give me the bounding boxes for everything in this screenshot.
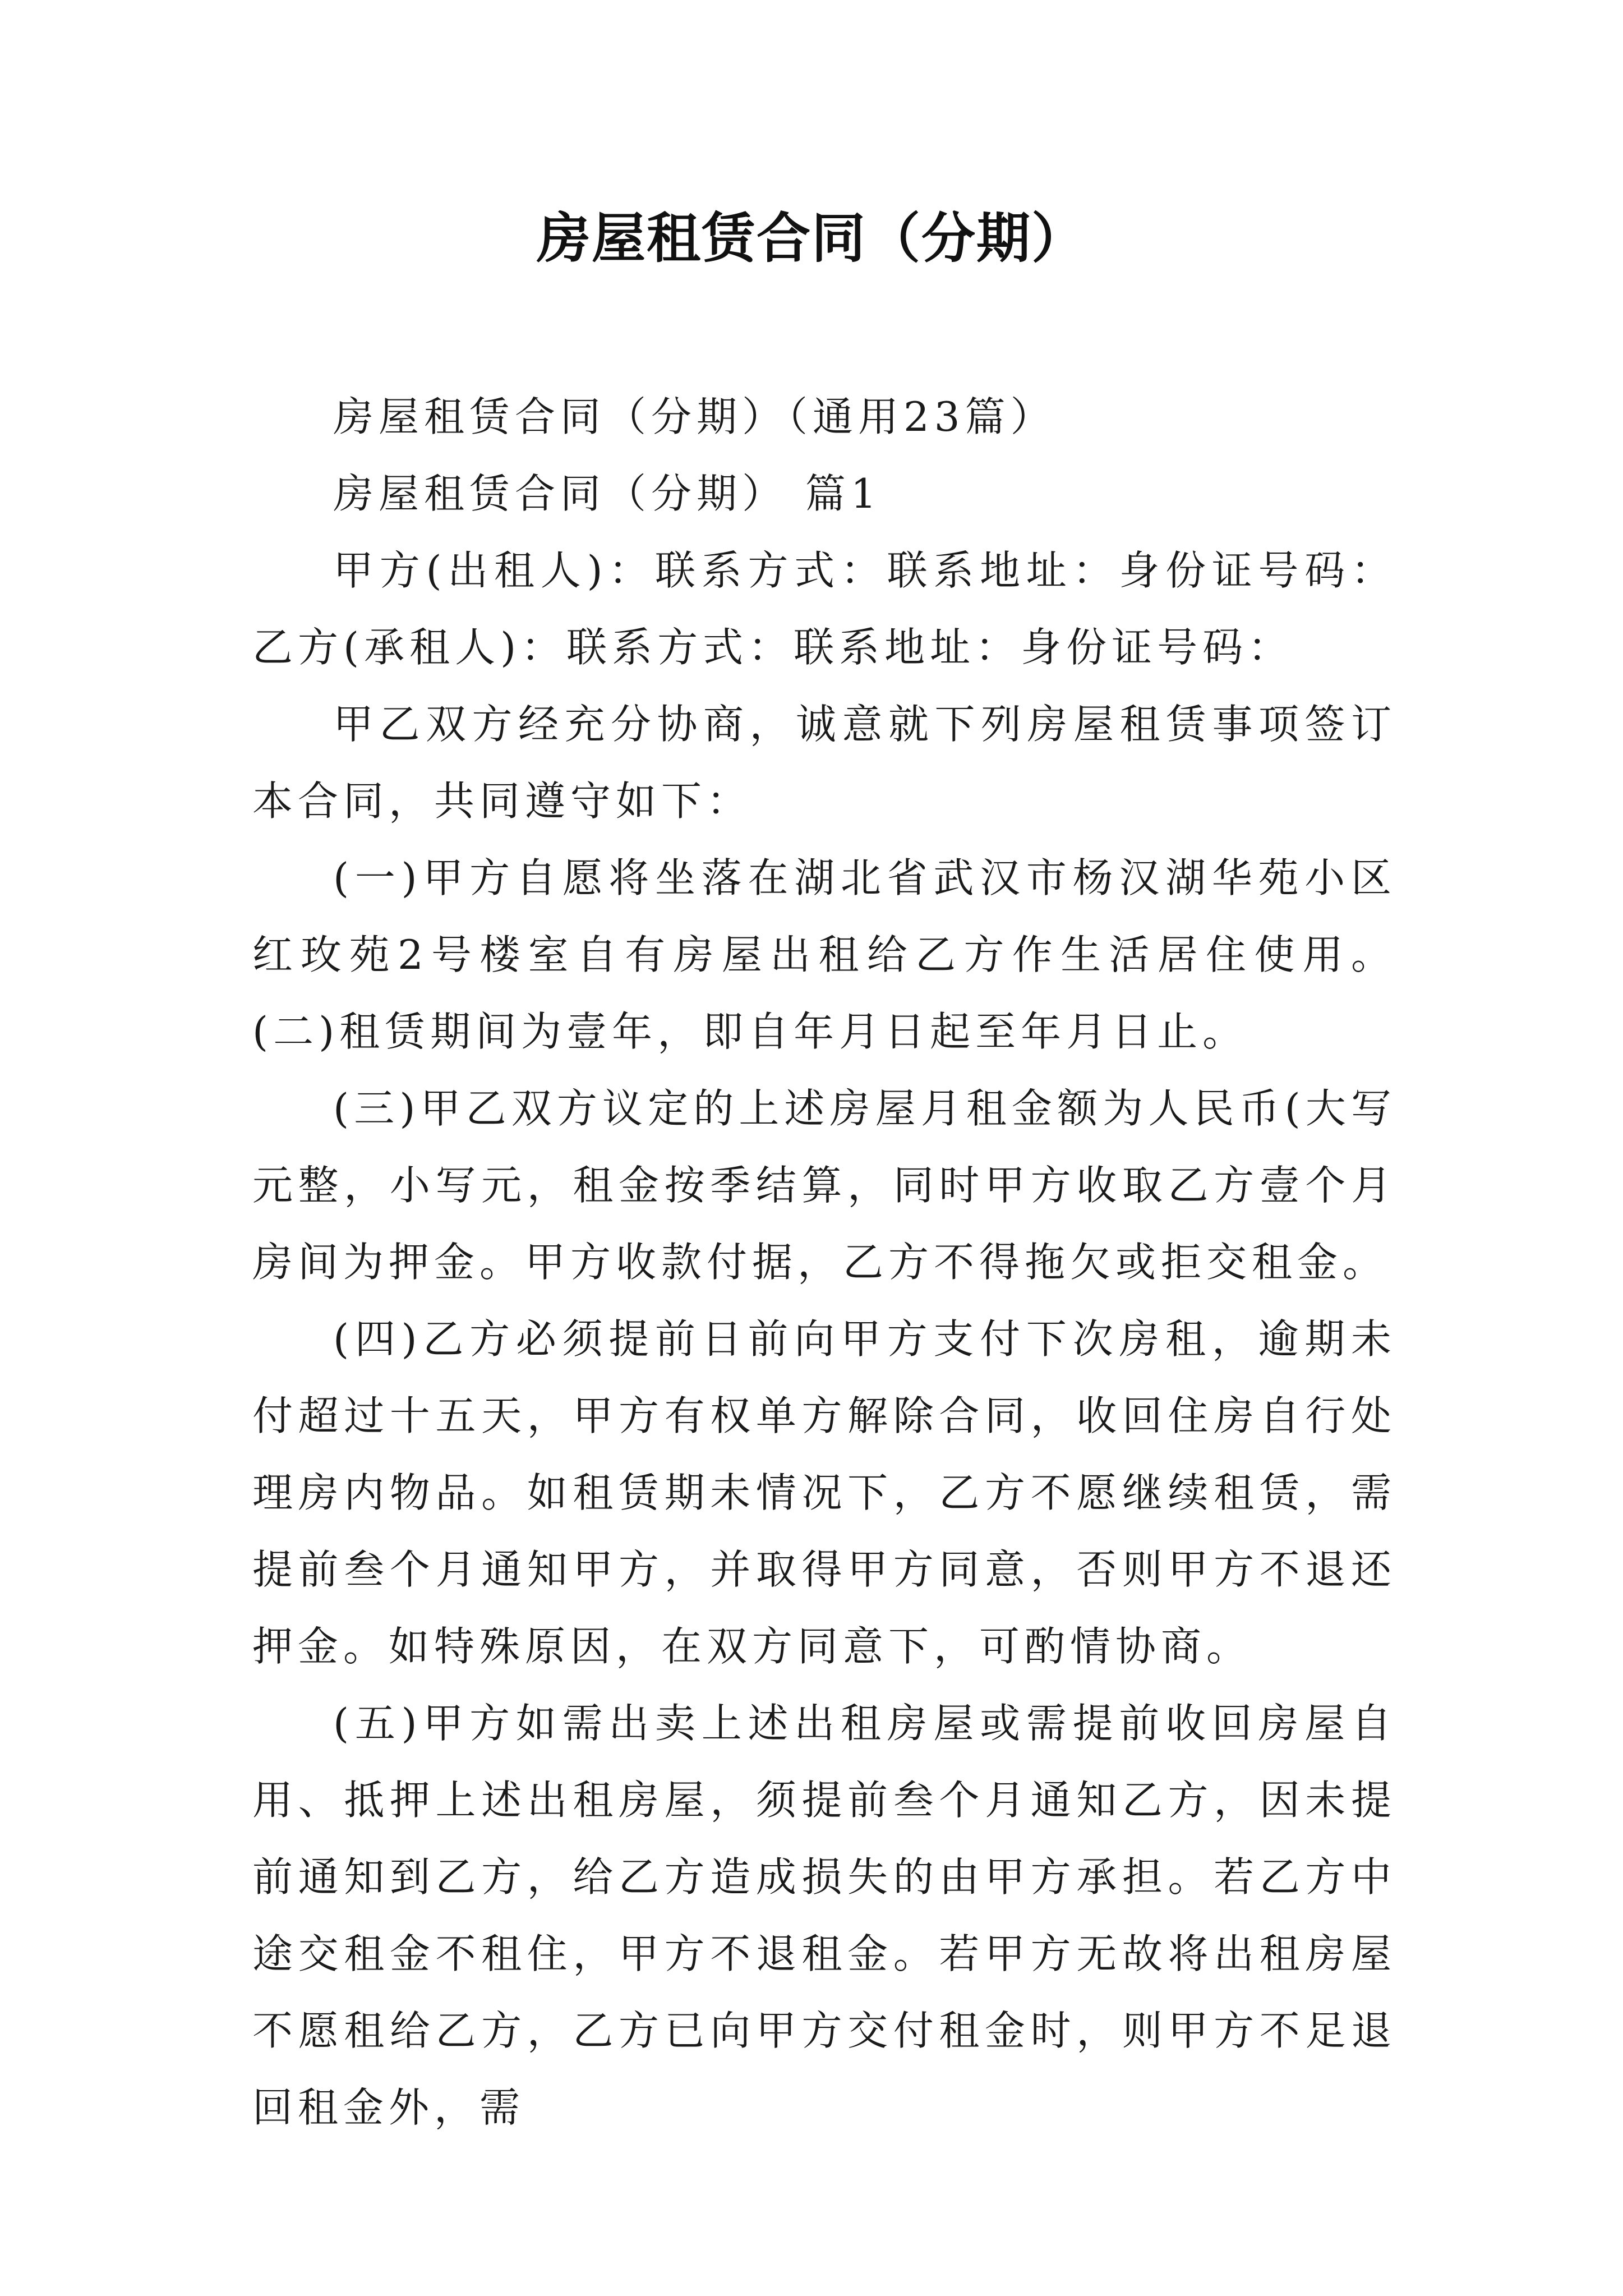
paragraph: 甲方(出租人)：联系方式：联系地址：身份证号码：乙方(承租人)：联系方式：联系地址：身份证号码： (252, 547, 1396, 671)
paragraph: 房屋租赁合同（分期） 篇1 (333, 470, 882, 517)
paragraph: 房屋租赁合同（分期）（通用23篇） (333, 393, 1056, 440)
paragraph: (四)乙方必须提前日前向甲方支付下次房租，逾期未付超过十五天，甲方有权单方解除合同，收回住房自行处理房内物品。如租赁期未情况下，乙方不愿继续租赁，需提前叁个月通知甲方，并取得甲方同意，否则甲方不退还押金。如特殊原因，在双方同意下，可酌情协商。 (252, 1315, 1396, 1670)
document-title: 房屋租赁合同（分期） (537, 206, 1086, 270)
paragraph: (一)甲方自愿将坐落在湖北省武汉市杨汉湖华苑小区红玫苑2号楼室自有房屋出租给乙方作生活居住使用。(二)租赁期间为壹年，即自年月日起至年月日止。 (252, 854, 1396, 1055)
paragraph: (五)甲方如需出卖上述出租房屋或需提前收回房屋自用、抵押上述出租房屋，须提前叁个月通知乙方，因未提前通知到乙方，给乙方造成损失的由甲方承担。若乙方中途交租金不租住，甲方不退租金。若甲方无故将出租房屋不愿租给乙方，乙方已向甲方交付租金时，则甲方不足退回租金外，需 (252, 1700, 1396, 2131)
document-body (252, 379, 1396, 2146)
paragraph: (三)甲乙双方议定的上述房屋月租金额为人民币(大写元整，小写元，租金按季结算，同时甲方收取乙方壹个月房间为押金。甲方收款付据，乙方不得拖欠或拒交租金。 (252, 1085, 1396, 1286)
paragraph: 甲乙双方经充分协商，诚意就下列房屋租赁事项签订本合同，共同遵守如下： (252, 701, 1396, 825)
